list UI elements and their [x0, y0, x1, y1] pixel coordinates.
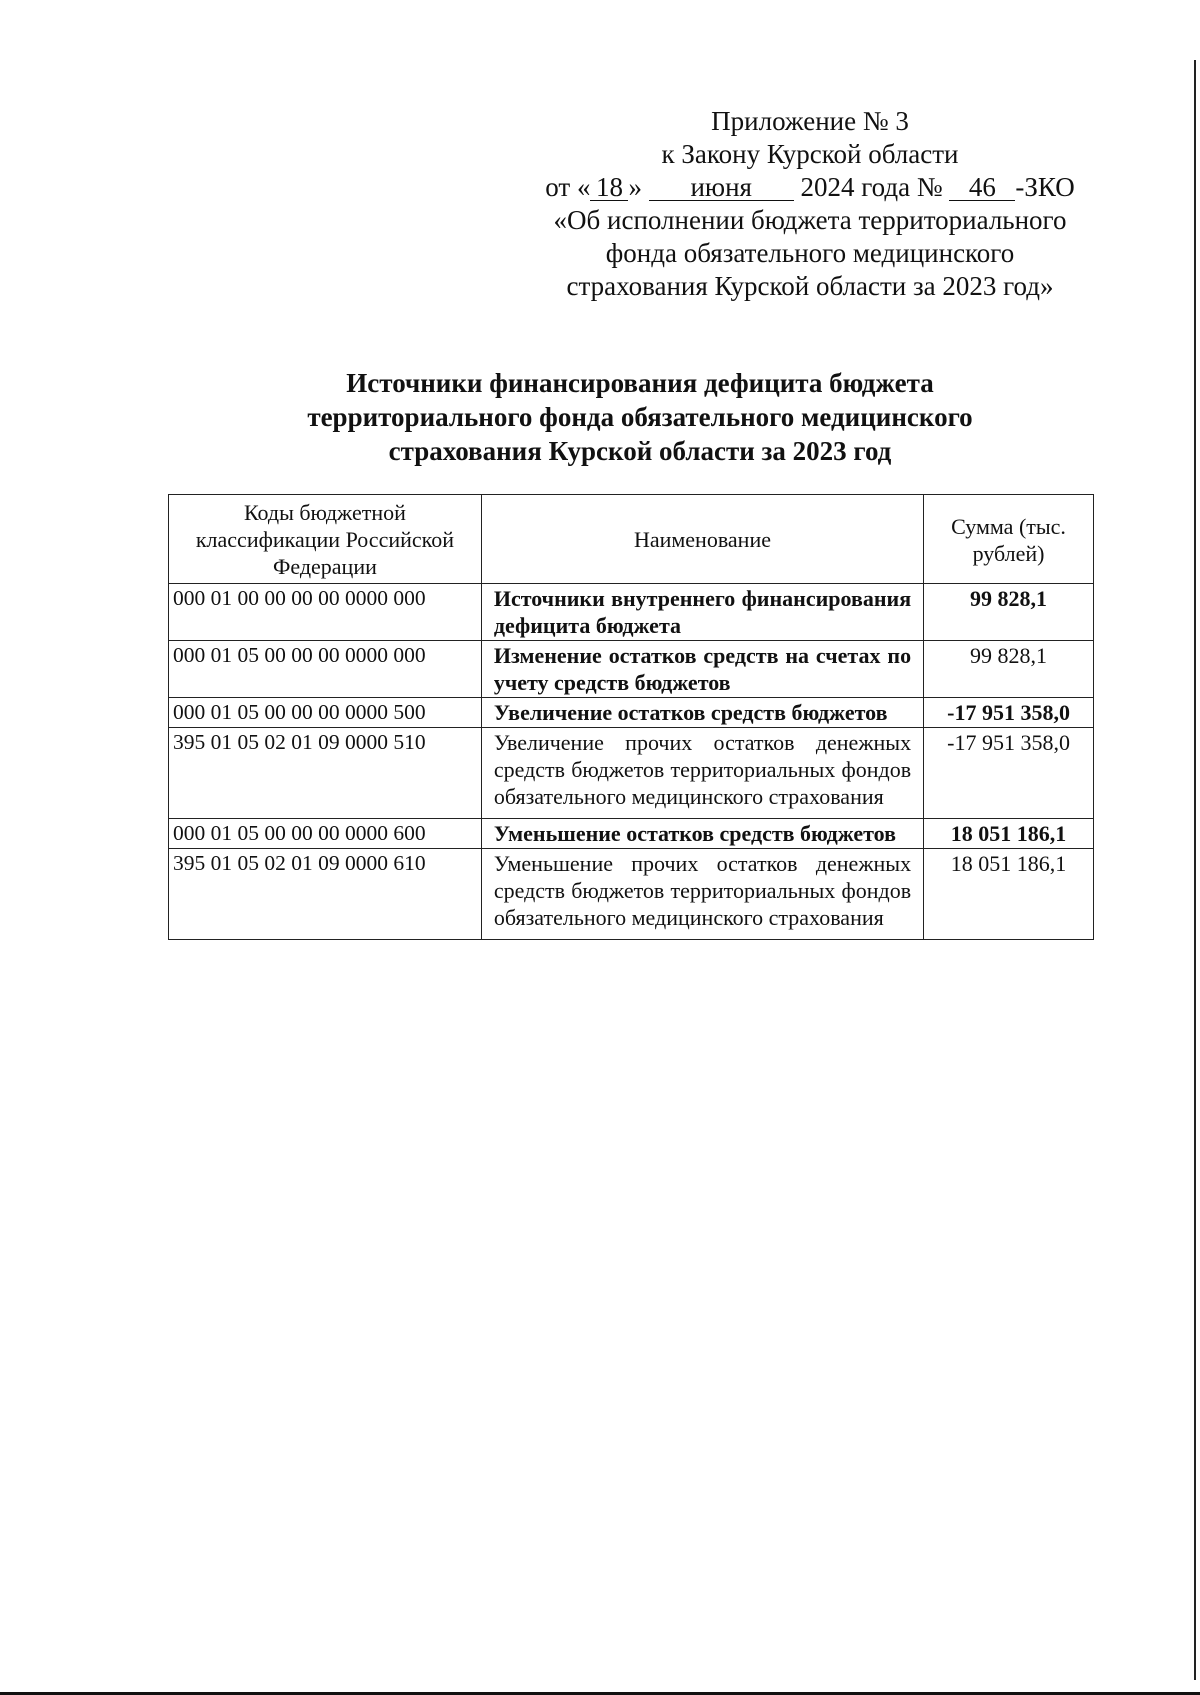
date-day: 18	[590, 174, 628, 201]
row-code: 000 01 05 00 00 00 0000 600	[169, 819, 482, 849]
appendix-subject-line-3: страхования Курской области за 2023 год»	[566, 271, 1054, 301]
appendix-header	[520, 105, 1100, 303]
row-code: 000 01 00 00 00 00 0000 000	[169, 584, 482, 641]
row-sum: -17 951 358,0	[924, 728, 1094, 819]
scan-edge-right	[1194, 60, 1196, 1680]
row-sum: -17 951 358,0	[924, 698, 1094, 728]
header-sum: Сумма (тыс. рублей)	[924, 495, 1094, 584]
header-name: Наименование	[481, 495, 923, 584]
row-sum: 18 051 186,1	[924, 819, 1094, 849]
row-code: 395 01 05 02 01 09 0000 510	[169, 728, 482, 819]
appendix-date-line	[520, 171, 1100, 204]
row-name: Увеличение остатков средств бюджетов	[481, 698, 923, 728]
row-code: 000 01 05 00 00 00 0000 000	[169, 641, 482, 698]
row-sum: 18 051 186,1	[924, 849, 1094, 940]
appendix-number: Приложение № 3	[711, 106, 909, 136]
appendix-subject-line-2: фонда обязательного медицинского	[605, 238, 1015, 268]
title-line-2: территориального фонда обязательного медицинского	[307, 402, 973, 432]
appendix-subject-line-1: «Об исполнении бюджета территориального	[553, 205, 1067, 235]
table-row	[169, 641, 1094, 698]
row-name: Изменение остатков средств на счетах по учету средств бюджетов	[481, 641, 923, 698]
row-sum: 99 828,1	[924, 584, 1094, 641]
row-name: Источники внутреннего финансирования дефицита бюджета	[481, 584, 923, 641]
table-row	[169, 698, 1094, 728]
row-name: Увеличение прочих остатков денежных средств бюджетов территориальных фондов обязательного медицинского страхования	[481, 728, 923, 819]
date-month: июня	[649, 174, 794, 201]
row-code: 000 01 05 00 00 00 0000 500	[169, 698, 482, 728]
row-sum: 99 828,1	[924, 641, 1094, 698]
table-row	[169, 728, 1094, 819]
financing-sources-table	[168, 494, 1094, 940]
table-row	[169, 849, 1094, 940]
appendix-law-reference: к Закону Курской области	[661, 139, 959, 169]
date-prefix: от «	[545, 172, 591, 202]
table-row	[169, 584, 1094, 641]
row-code: 395 01 05 02 01 09 0000 610	[169, 849, 482, 940]
table-row	[169, 819, 1094, 849]
date-day-close: »	[628, 172, 642, 202]
document-title	[160, 366, 1120, 468]
title-line-1: Источники финансирования дефицита бюджета	[346, 368, 934, 398]
law-number: 46	[949, 174, 1015, 201]
title-line-3: страхования Курской области за 2023 год	[388, 436, 892, 466]
date-year: 2024 года №	[800, 172, 943, 202]
row-name: Уменьшение прочих остатков денежных средств бюджетов территориальных фондов обязательного медицинского страхования	[481, 849, 923, 940]
table-header-row	[169, 495, 1094, 584]
header-code: Коды бюджетной классификации Российской Федерации	[169, 495, 482, 584]
law-suffix: -ЗКО	[1015, 172, 1075, 202]
row-name: Уменьшение остатков средств бюджетов	[481, 819, 923, 849]
